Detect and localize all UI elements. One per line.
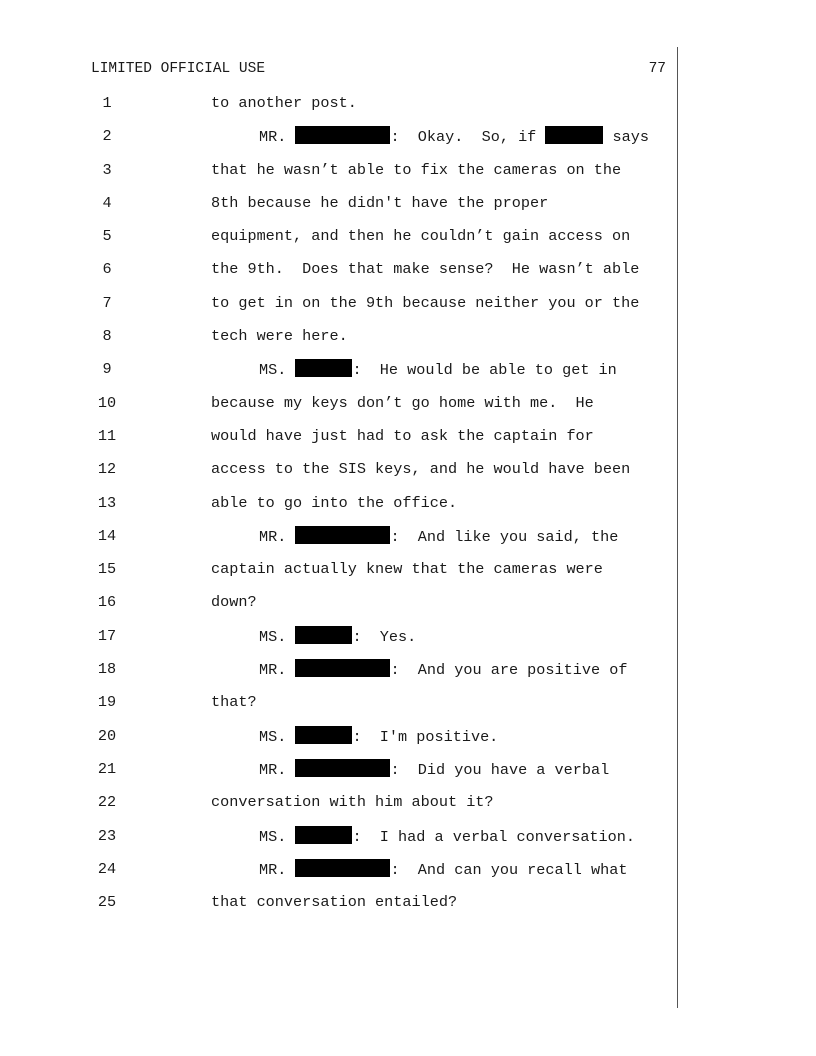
transcript-line — [0, 326, 816, 359]
line-text: that? — [211, 693, 257, 712]
line-number: 7 — [102, 293, 112, 312]
transcript-line — [0, 692, 816, 725]
transcript-line — [0, 426, 816, 459]
transcript-lines — [0, 93, 816, 925]
redaction-box — [295, 526, 390, 544]
page-number: 77 — [648, 61, 666, 77]
transcript-line — [0, 759, 816, 792]
line-text: : Did you have a verbal — [390, 760, 610, 779]
line-number: 1 — [102, 94, 112, 112]
transcript-line — [0, 526, 816, 559]
speaker-line — [259, 759, 609, 780]
line-number: 21 — [97, 759, 117, 778]
speaker-title: MR. — [259, 527, 287, 546]
line-text: down? — [211, 593, 257, 612]
speaker-line — [259, 859, 627, 880]
line-text: the 9th. Does that make sense? He wasn’t able — [211, 260, 640, 279]
transcript-line — [0, 592, 816, 625]
line-number: 16 — [97, 593, 117, 612]
speaker-title: MR. — [259, 128, 287, 147]
line-text: tech were here. — [211, 327, 348, 346]
transcript-line — [0, 93, 816, 126]
transcript-line — [0, 226, 816, 259]
redaction-box — [295, 859, 390, 877]
line-number: 20 — [97, 726, 117, 745]
speaker-line — [259, 659, 627, 680]
line-text: to another post. — [211, 94, 357, 112]
line-number: 14 — [97, 526, 117, 545]
transcript-line — [0, 726, 816, 759]
line-text: : I had a verbal conversation. — [352, 827, 636, 846]
line-text: : Okay. So, if — [390, 128, 537, 147]
line-text: because my keys don’t go home with me. He — [211, 393, 594, 412]
transcript-line — [0, 259, 816, 292]
speaker-title: MS. — [259, 727, 287, 746]
redaction-box — [295, 826, 352, 844]
transcript-line — [0, 393, 816, 426]
line-text: 8th because he didn't have the proper — [211, 193, 549, 212]
line-text: to get in on the 9th because neither you or the — [211, 293, 640, 312]
line-number: 9 — [102, 360, 112, 379]
speaker-line — [259, 126, 649, 147]
transcript-line — [0, 459, 816, 492]
line-text: : Yes. — [352, 627, 417, 646]
line-number: 11 — [97, 426, 117, 445]
line-number: 15 — [97, 560, 117, 579]
line-number: 25 — [97, 893, 117, 912]
line-number: 5 — [102, 227, 112, 246]
line-text: equipment, and then he couldn’t gain access on — [211, 227, 631, 246]
redaction-box — [295, 726, 352, 744]
line-number: 8 — [102, 327, 112, 346]
transcript-line — [0, 859, 816, 892]
redaction-box — [295, 126, 390, 144]
line-number: 13 — [97, 493, 117, 512]
speaker-line — [259, 626, 416, 647]
line-number: 10 — [97, 393, 117, 412]
speaker-line — [259, 726, 498, 747]
line-text: : And you are positive of — [390, 661, 628, 680]
line-number: 4 — [102, 193, 112, 212]
line-text: says — [612, 128, 650, 147]
line-text: : And can you recall what — [390, 860, 628, 879]
line-text: : And like you said, the — [390, 527, 619, 546]
line-number: 18 — [97, 660, 117, 679]
line-text: that he wasn’t able to fix the cameras on the — [211, 160, 622, 179]
redaction-box — [295, 626, 352, 644]
line-number: 24 — [97, 859, 117, 878]
line-text: : I'm positive. — [352, 727, 499, 746]
transcript-line — [0, 826, 816, 859]
transcript-line — [0, 626, 816, 659]
speaker-title: MR. — [259, 760, 287, 779]
redaction-box — [295, 359, 352, 377]
speaker-title: MR. — [259, 661, 287, 680]
line-text: captain actually knew that the cameras were — [211, 560, 603, 579]
line-text: conversation with him about it? — [211, 793, 494, 812]
redaction-box — [545, 126, 603, 144]
transcript-line — [0, 126, 816, 159]
line-text: would have just had to ask the captain for — [211, 426, 594, 445]
transcript-line — [0, 892, 816, 925]
speaker-title: MS. — [259, 827, 287, 846]
speaker-title: MR. — [259, 860, 287, 879]
transcript-line — [0, 193, 816, 226]
line-text: access to the SIS keys, and he would have been — [211, 460, 631, 479]
transcript-line — [0, 359, 816, 392]
line-number: 3 — [102, 160, 112, 179]
line-number: 6 — [102, 260, 112, 279]
redaction-box — [295, 759, 390, 777]
speaker-line — [259, 359, 617, 380]
line-number: 17 — [97, 626, 117, 645]
classification-header: LIMITED OFFICIAL USE — [91, 61, 266, 77]
speaker-line — [259, 826, 635, 847]
line-number: 12 — [97, 460, 117, 479]
line-text: that conversation entailed? — [211, 893, 458, 912]
line-number: 22 — [97, 793, 117, 812]
transcript-line — [0, 559, 816, 592]
transcript-line — [0, 293, 816, 326]
transcript-line — [0, 659, 816, 692]
speaker-title: MS. — [259, 361, 287, 380]
line-number: 2 — [102, 127, 112, 146]
transcript-line — [0, 792, 816, 825]
line-number: 19 — [97, 693, 117, 712]
speaker-line — [259, 526, 618, 547]
redaction-box — [295, 659, 390, 677]
line-text: : He would be able to get in — [352, 361, 617, 380]
line-number: 23 — [97, 826, 117, 845]
line-text: able to go into the office. — [211, 493, 458, 512]
transcript-line — [0, 493, 816, 526]
transcript-line — [0, 160, 816, 193]
speaker-title: MS. — [259, 627, 287, 646]
